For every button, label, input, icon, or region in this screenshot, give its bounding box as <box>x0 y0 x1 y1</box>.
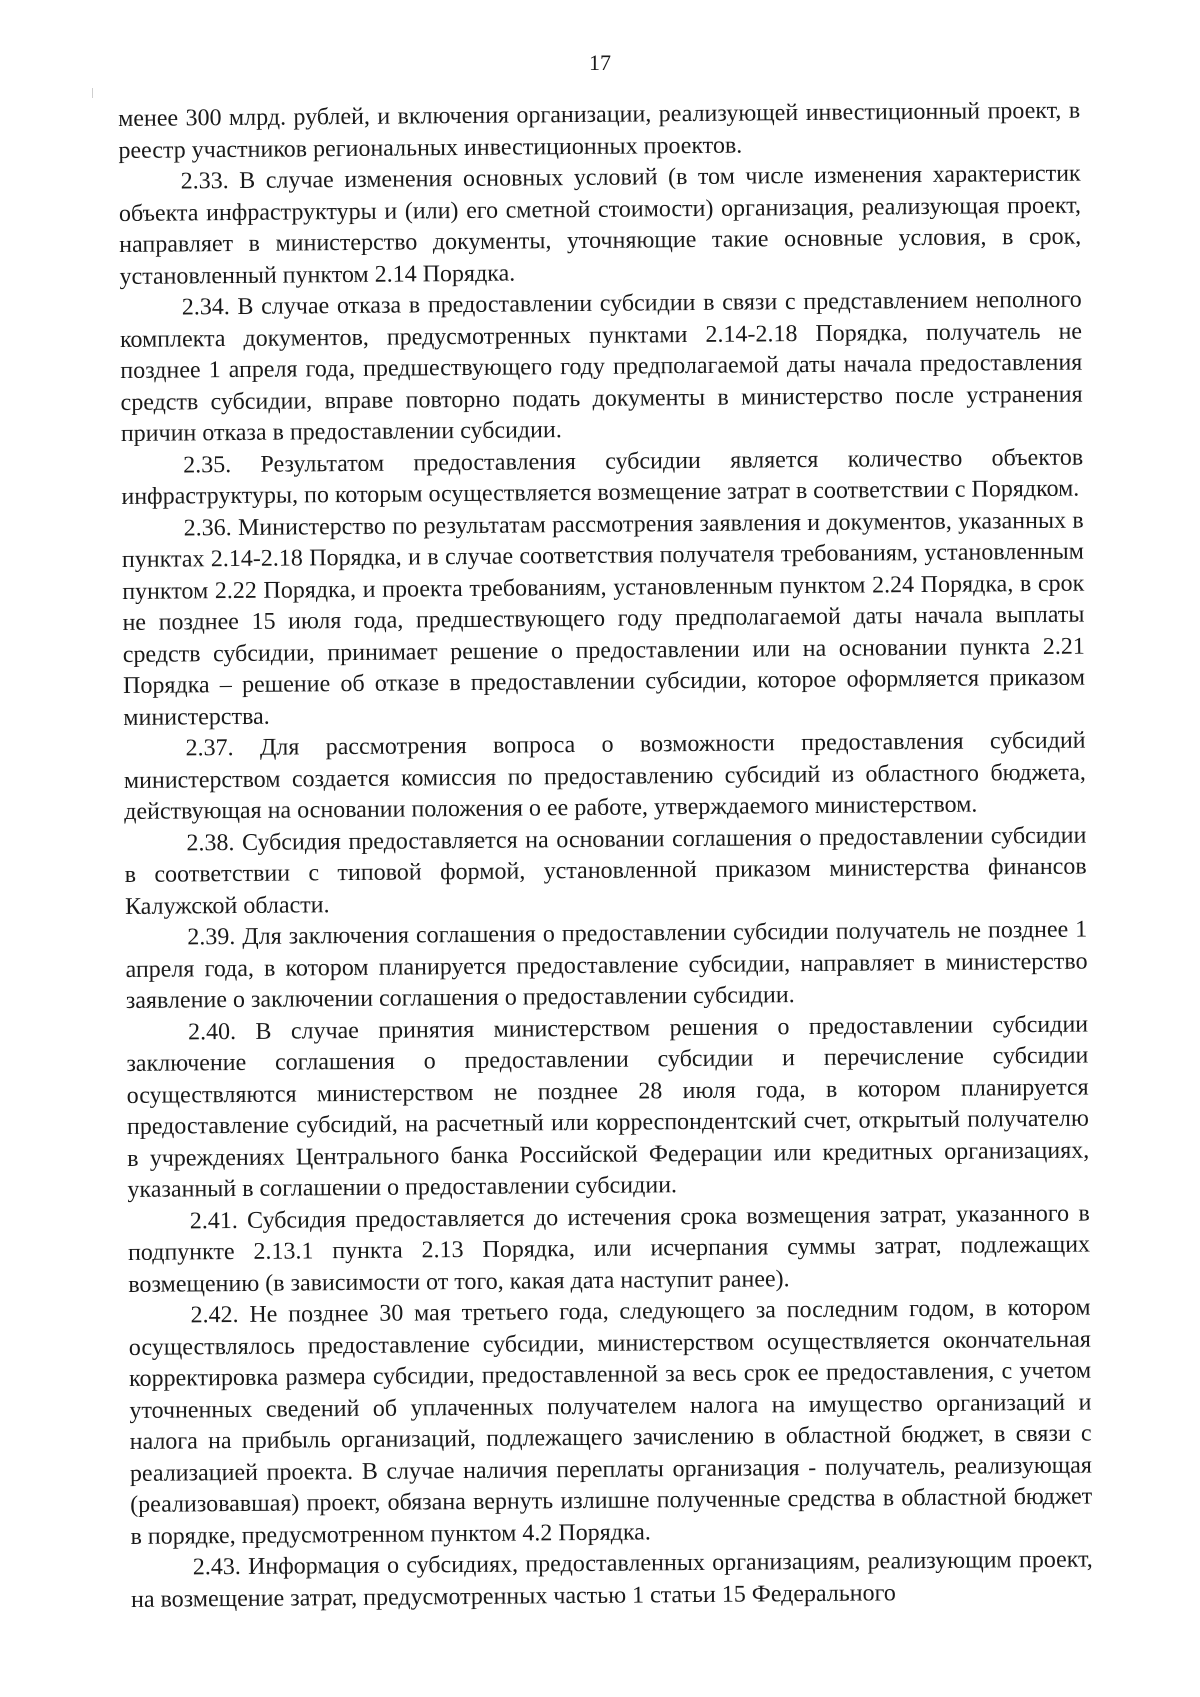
paragraph-2-43: 2.43. Информация о субсидиях, предоставленных организациям, реализующим проект, на возмещение затрат, предусмотренных частью 1 статьи 15 Федерального <box>130 1546 1093 1613</box>
paragraph-continuation: менее 300 млрд. рублей, и включения организации, реализующей инвестиционный проект, в реестр участников региональных инвестиционных проектов. <box>118 97 1081 164</box>
paragraph-2-35: 2.35. Результатом предоставления субсидии является количество объектов инфраструктуры, по которым осуществляется возмещение затрат в соответствии с Порядком. <box>121 444 1084 510</box>
paragraph-2-33: 2.33. В случае изменения основных условий (в том числе изменения характеристик объекта инфраструктуры и (или) его сметной стоимости) организация, реализующая проект, направляет в министерство документы, уточняющие такие основные условия, в срок, установленный пунктом 2.14 Порядка. <box>118 160 1082 290</box>
document-body <box>118 96 1093 1616</box>
paragraph-2-37: 2.37. Для рассмотрения вопроса о возможности предоставления субсидий министерством создается комиссия по предоставлению субсидий из областного бюджета, действующая на основании положения о ее работе, утверждаемого министерством. <box>123 727 1086 825</box>
paragraph-2-41: 2.41. Субсидия предоставляется до истечения срока возмещения затрат, указанного в подпункте 2.13.1 пункта 2.13 Порядка, или исчерпания суммы затрат, подлежащих возмещению (в зависимости от того, какая дата наступит ранее). <box>127 1200 1091 1298</box>
paragraph-2-42: 2.42. Не позднее 30 мая третьего года, следующего за последним годом, в котором осуществлялось предоставление субсидии, министерством осуществляется окончательная корректировка размера субсидии, предоставленной за весь срок ее предоставления, с учетом уточненных сведений об уплаченных получателем налога на имущество организаций и налога на прибыль организаций, подлежащего зачислению в областной бюджет, в связи с реализацией проекта. В случае наличия переплаты организация - получатель, реализующая (реализовавшая) проект, обязана вернуть излишне полученные средства в областной бюджет в порядке, предусмотренном пунктом 4.2 Порядка. <box>128 1294 1093 1550</box>
paragraph-2-40: 2.40. В случае принятия министерством решения о предоставлении субсидии заключение соглашения о предоставлении субсидии и перечисление субсидии осуществляются министерством не позднее 28 июля года, в котором планируется предоставление субсидий, на расчетный или корреспондентский счет, открытый получателю в учреждениях Центрального банка Российской Федерации или кредитных организациях, указанный в соглашении о предоставлении субсидии. <box>126 1011 1090 1203</box>
page-number: 17 <box>589 50 611 75</box>
paragraph-2-34: 2.34. В случае отказа в предоставлении субсидии в связи с представлением неполного комплекта документов, предусмотренных пунктами 2.14-2.18 Порядка, получатель не позднее 1 апреля года, предшествующего году предполагаемой даты начала предоставления средств субсидии, вправе повторно подать документы в министерство после устранения причин отказа в предоставлении субсидии. <box>119 286 1083 447</box>
paragraph-2-39: 2.39. Для заключения соглашения о предоставлении субсидии получатель не позднее 1 апреля года, в котором планируется предоставление субсидии, направляет в министерство заявление о заключении соглашения о предоставлении субсидии. <box>125 916 1088 1014</box>
paragraph-2-36: 2.36. Министерство по результатам рассмотрения заявления и документов, указанных в пунктах 2.14-2.18 Порядка, и в случае соответствия получателя требованиям, установленным пунктом 2.22 Порядка, и проекта требованиям, установленным пунктом 2.24 Порядка, в срок не позднее 15 июля года, предшествующего году предполагаемой даты начала выплаты средств субсидии, принимает решение о предоставлении или на основании пункта 2.21 Порядка – решение об отказе в предоставлении субсидии, которое оформляется приказом министерства. <box>121 507 1086 731</box>
paragraph-2-38: 2.38. Субсидия предоставляется на основании соглашения о предоставлении субсидии в соответствии с типовой формой, установленной приказом министерства финансов Калужской области. <box>124 822 1087 920</box>
scan-mark <box>92 88 93 98</box>
